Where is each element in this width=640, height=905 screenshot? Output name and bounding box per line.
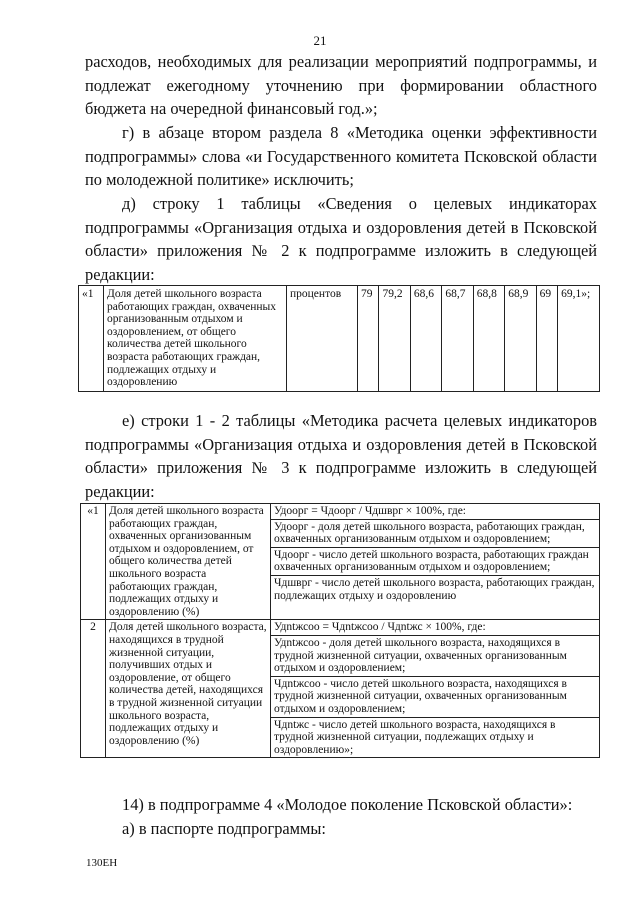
indicator-value: 68,9	[505, 286, 536, 392]
formula-line: Чдоорг - число детей школьного возраста, работающих граждан охваченных организованным отдыхом и оздоровлением;	[271, 548, 599, 576]
text-line: г) в абзаце втором раздела 8 «Методика оценки эффективности	[122, 123, 597, 142]
table-row	[79, 286, 600, 392]
text-line: подпрограммы «Организация отдыха и оздоровления детей в Псковской	[85, 217, 597, 237]
indicator-value: 79,2	[379, 286, 410, 392]
text-line: подпрограммы» слова «и Государственного комитета Псковской области	[85, 146, 597, 166]
paragraph-budget	[85, 50, 597, 121]
paragraph-g	[85, 121, 597, 192]
indicator-name: Доля детей школьного возраста работающих граждан, охваченных организованным отдыхом и оздоровлением, от общего количества детей школьного возраста работающих граждан, подлежащих отдыху и оздоровлению (%)	[106, 504, 271, 620]
table-row	[81, 620, 600, 758]
indicator-value: 79	[358, 286, 379, 392]
indicator-name: Доля детей школьного возраста, находящихся в трудной жизненной ситуации, получивших отдых и оздоровление, от общего количества детей, находящихся в трудной жизненной ситуации школьного возраста, подлежащих отдыху и оздоровлению (%)	[106, 620, 271, 758]
text-line: а) в паспорте подпрограммы:	[122, 819, 326, 838]
row-number: 2	[81, 620, 106, 758]
formula-line: Удntжсоо = Чдntжсоо / Чдntжс × 100%, где:	[271, 620, 599, 636]
indicator-value: 69	[536, 286, 557, 392]
paragraph-d	[85, 192, 597, 286]
text-line: области» приложения № 3 к подпрограмме изложить в следующей	[85, 458, 597, 478]
text-line: редакции:	[85, 481, 155, 501]
formula-cell	[271, 504, 600, 620]
text-line: по молодежной политике» исключить;	[85, 170, 354, 190]
formula-line: Чдntжс - число детей школьного возраста, находящихся в трудной жизненной ситуации, подлежащих отдыху и оздоровлению»;	[274, 718, 556, 756]
indicator-value: 68,6	[410, 286, 441, 392]
formula-line: Чдntжсоо - число детей школьного возраста, находящихся в трудной жизненной ситуации, охваченных организованным отдыхом и оздоровлением;	[271, 677, 599, 718]
paragraph-a	[85, 817, 597, 841]
formula-line: Чдшврг - число детей школьного возраста, работающих граждан, подлежащих отдыху и оздоровлению	[274, 576, 595, 602]
table-row	[81, 504, 600, 620]
text-line: д) строку 1 таблицы «Сведения о целевых индикаторах	[122, 194, 597, 213]
text-line: подпрограммы «Организация отдыха и оздоровления детей в Псковской	[85, 434, 597, 454]
paragraph-e	[85, 409, 597, 503]
indicator-value: 68,7	[442, 286, 473, 392]
text-line: 14) в подпрограмме 4 «Молодое поколение Псковской области»:	[122, 795, 573, 814]
formula-line: Удоорг - доля детей школьного возраста, работающих граждан, охваченных организованным отдыхом и оздоровлением;	[271, 520, 599, 548]
text-line: подлежат ежегодному уточнению при формировании областного	[85, 75, 597, 95]
indicator-value: 68,8	[473, 286, 504, 392]
methodology-table	[80, 503, 600, 758]
indicator-unit: процентов	[287, 286, 358, 392]
text-line: е) строки 1 - 2 таблицы «Методика расчета целевых индикаторов	[122, 411, 597, 430]
footer-code: 130ЕН	[86, 857, 118, 869]
indicators-table	[78, 285, 600, 392]
text-line: редакции:	[85, 264, 155, 284]
formula-line: Удntжсоо - доля детей школьного возраста, находящихся в трудной жизненной ситуации, охваченных организованным отдыхом и оздоровлением;	[271, 636, 599, 677]
formula-cell	[271, 620, 600, 758]
paragraph-14	[85, 793, 597, 817]
text-line: бюджета на очередной финансовый год.»;	[85, 99, 378, 119]
indicator-name: Доля детей школьного возраста работающих граждан, охваченных организованным отдыхом и оздоровлением, от общего количества детей школьного возраста работающих граждан, подлежащих отдыху и оздоровлению	[104, 286, 287, 392]
page-number: 21	[313, 33, 327, 48]
text-line: расходов, необходимых для реализации мероприятий подпрограммы, и	[85, 52, 597, 71]
text-line: области» приложения № 2 к подпрограмме изложить в следующей	[85, 241, 597, 261]
indicator-value: 69,1»;	[558, 286, 600, 392]
row-number: «1	[81, 504, 106, 620]
formula-line: Удоорг = Чдоорг / Чдшврг × 100%, где:	[271, 504, 599, 520]
row-number: «1	[79, 286, 104, 392]
